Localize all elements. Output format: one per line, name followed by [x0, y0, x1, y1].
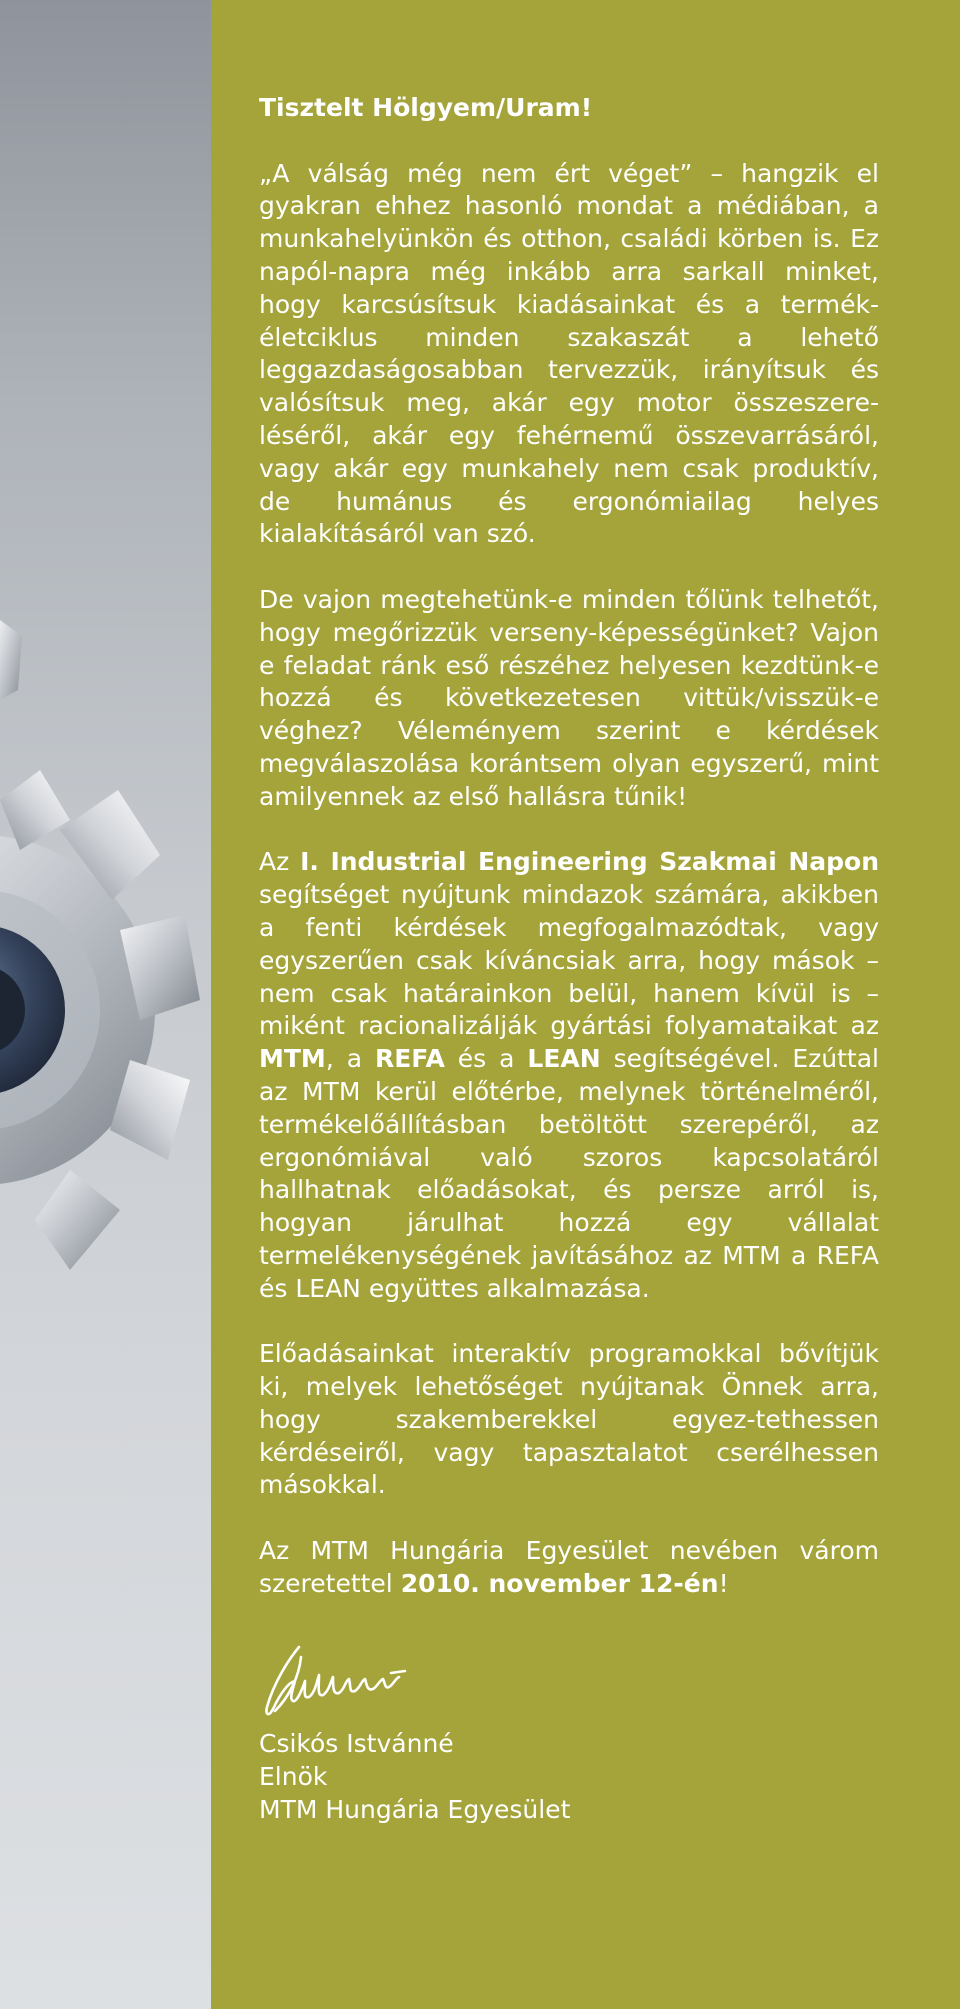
paragraph-4: Előadásainkat interaktív programokkal bővítjük ki, melyek lehetőséget nyújtanak Önnek arra, hogy szakemberekkel egyez-tethessen kérdéseiről, vagy tapasztalatot cserélhessen másokkal. [259, 1339, 879, 1500]
signer-title: Elnök [259, 1761, 328, 1791]
refa-term: REFA [374, 1044, 445, 1074]
p3-text-2: segítséget nyújtunk mindazok számára, akikben a fenti kérdések megfogalmazódtak, vagy egyszerűen csak kíváncsiak arra, hogy mások – nem csak határainkon belül, hanem kívül is – miként racionalizálják gyártási folyamataikat az [259, 880, 879, 1041]
paragraph-1: „A válság még nem ért véget” – hangzik el gyakran ehhez hasonló mondat a médiában, a munkahelyünkön és otthon, családi körben is. Ez napól-napra még inkább arra sarkall minket, hogy karcsúsítsuk kiadásainkat és a termék-életciklus minden szakaszát a lehető leggazdaságosabban tervezzük, irányítsuk és valósítsuk meg, akár egy motor összeszere-léséről, akár egy fehérnemű összevarrásáról, vagy akár egy munkahely nem csak produktív, de humánus és ergonómiailag helyes kialakításáról van szó. [259, 158, 879, 549]
p5-text-2: ! [718, 1568, 729, 1598]
signature-block [259, 1727, 879, 1826]
event-name: I. Industrial Engineering Szakmai Napon [300, 847, 880, 877]
signer-name: Csikós Istvánné [259, 1728, 454, 1758]
p3-text-1: Az [259, 847, 301, 877]
paragraph-2: De vajon megtehetünk-e minden tőlünk telhetőt, hogy megőrizzük verseny-képességünket? Vajon e feladat ránk eső részéhez helyesen kezdtünk-e hozzá és következetesen vittük/visszük-e véghez? Véleményem szerint e kérdések megválaszolása korántsem olyan egyszerű, mint amilyennek az első hallásra tűnik! [259, 584, 879, 811]
letter-body [259, 92, 879, 1826]
p3-text-3: , a [325, 1044, 375, 1074]
signer-organization: MTM Hungária Egyesület [259, 1794, 571, 1824]
gear-image [0, 0, 211, 2009]
mtm-term: MTM [259, 1044, 326, 1074]
paragraph-3 [259, 846, 879, 1305]
p3-text-5: segítségével. Ezúttal az MTM kerül előtérbe, melynek történelméről, termékelőállításban betöltött szerepéről, az ergonómiával való szoros kapcsolatáról hallhatnak előadásokat, és persze arról is, hogyan járulhat hozzá egy vállalat termelékenységének javításához az MTM a REFA és LEAN együttes alkalmazása. [259, 1044, 879, 1303]
p5-text-1: Az MTM Hungária Egyesület nevében várom szeretettel [259, 1536, 879, 1598]
lean-term: LEAN [527, 1044, 601, 1074]
gear-photo-panel [0, 0, 211, 2009]
handwritten-signature-icon [259, 1637, 439, 1727]
event-date: 2010. november 12-én [400, 1568, 719, 1598]
greeting: Tisztelt Hölgyem/Uram! [259, 93, 593, 122]
paragraph-5 [259, 1535, 879, 1601]
p3-text-4: és a [444, 1044, 528, 1074]
